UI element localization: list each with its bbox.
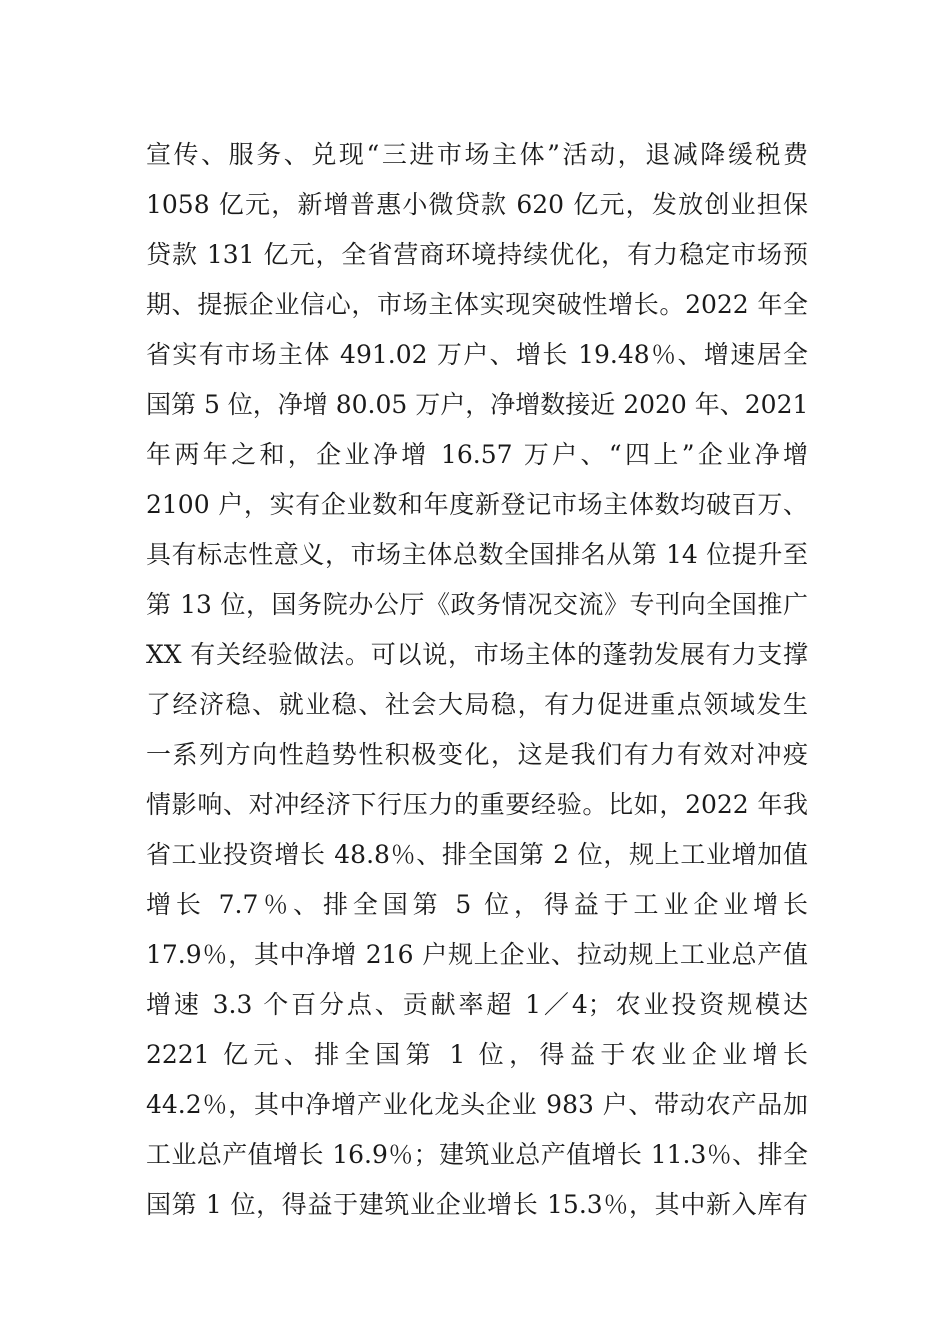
text-line: 省工业投资增长 48.8％、排全国第 2 位，规上工业增加值 <box>146 840 808 869</box>
text-line: 情影响、对冲经济下行压力的重要经验。比如，2022 年我 <box>146 790 808 819</box>
body-text <box>146 130 808 1230</box>
text-line: 具有标志性意义，市场主体总数全国排名从第 14 位提升至 <box>146 540 808 569</box>
text-line: 期、提振企业信心，市场主体实现突破性增长。2022 年全 <box>146 290 808 319</box>
text-line: 宣传、服务、兑现“三进市场主体”活动，退减降缓税费 <box>146 140 808 169</box>
text-line: 国第 5 位，净增 80.05 万户，净增数接近 2020 年、2021 <box>146 390 808 419</box>
text-line: 了经济稳、就业稳、社会大局稳，有力促进重点领域发生 <box>146 690 808 719</box>
text-line: XX 有关经验做法。可以说，市场主体的蓬勃发展有力支撑 <box>146 640 808 669</box>
text-line: 省实有市场主体 491.02 万户、增长 19.48％、增速居全 <box>146 340 808 369</box>
text-line: 增长 7.7％、排全国第 5 位，得益于工业企业增长 <box>146 890 808 919</box>
text-line: 增速 3.3 个百分点、贡献率超 1／4；农业投资规模达 <box>146 990 808 1019</box>
text-line: 一系列方向性趋势性积极变化，这是我们有力有效对冲疫 <box>146 740 808 769</box>
text-line: 44.2％，其中净增产业化龙头企业 983 户、带动农产品加 <box>146 1090 808 1119</box>
text-line: 1058 亿元，新增普惠小微贷款 620 亿元，发放创业担保 <box>146 190 808 219</box>
text-line: 2100 户，实有企业数和年度新登记市场主体数均破百万、 <box>146 490 808 519</box>
text-line: 贷款 131 亿元，全省营商环境持续优化，有力稳定市场预 <box>146 240 808 269</box>
text-line: 工业总产值增长 16.9％；建筑业总产值增长 11.3％、排全 <box>146 1140 808 1169</box>
text-line: 年两年之和，企业净增 16.57 万户、“四上”企业净增 <box>146 440 808 469</box>
text-line: 国第 1 位，得益于建筑业企业增长 15.3％，其中新入库有 <box>146 1190 808 1219</box>
text-line: 17.9％，其中净增 216 户规上企业、拉动规上工业总产值 <box>146 940 808 969</box>
text-line: 2221 亿元、排全国第 1 位，得益于农业企业增长 <box>146 1040 808 1069</box>
text-line: 第 13 位，国务院办公厅《政务情况交流》专刊向全国推广 <box>146 590 808 619</box>
